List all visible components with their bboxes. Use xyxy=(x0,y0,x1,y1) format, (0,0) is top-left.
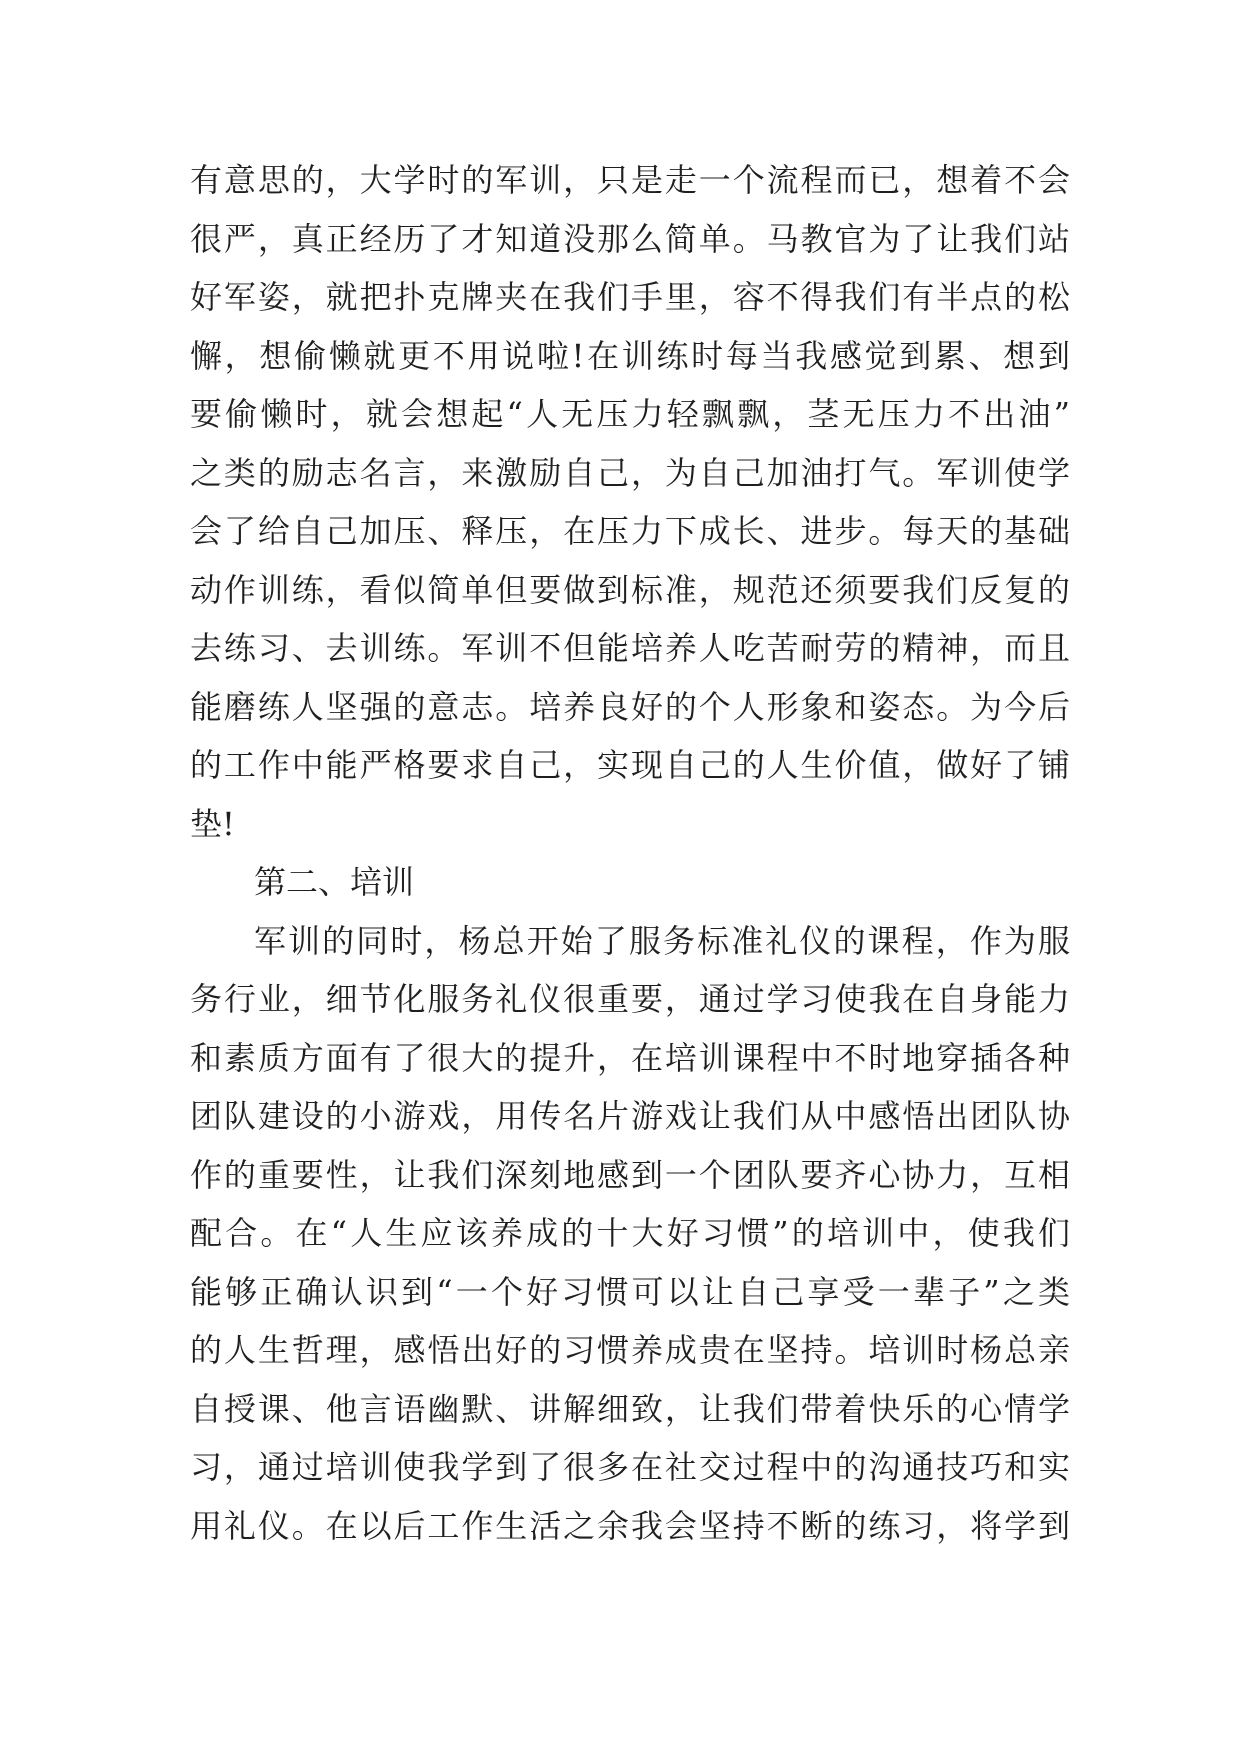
paragraph-line: 懈，想偷懒就更不用说啦!在训练时每当我感觉到累、想到 xyxy=(190,336,1070,375)
paragraph-line: 作的重要性，让我们深刻地感到一个团队要齐心协力，互相 xyxy=(190,1155,1070,1194)
paragraph-line: 能磨练人坚强的意志。培养良好的个人形象和姿态。为今后 xyxy=(190,687,1070,726)
document-body xyxy=(190,151,1070,1555)
paragraph-line: 会了给自己加压、释压，在压力下成长、进步。每天的基础 xyxy=(190,512,1070,550)
paragraph-line: 垫! xyxy=(190,804,235,843)
paragraph-line: 很严，真正经历了才知道没那么简单。马教官为了让我们站 xyxy=(190,219,1070,258)
section-heading: 第二、培训 xyxy=(254,863,415,901)
paragraph-line: 配合。在“人生应该养成的十大好习惯”的培训中，使我们 xyxy=(190,1214,1070,1252)
paragraph-line: 好军姿，就把扑克牌夹在我们手里，容不得我们有半点的松 xyxy=(190,278,1070,316)
paragraph-line: 之类的励志名言，来激励自己，为自己加油打气。军训使学 xyxy=(190,453,1070,492)
paragraph-line: 自授课、他言语幽默、讲解细致，让我们带着快乐的心情学 xyxy=(190,1389,1070,1428)
paragraph-line: 务行业，细节化服务礼仪很重要，通过学习使我在自身能力 xyxy=(190,980,1070,1018)
paragraph-line: 团队建设的小游戏，用传名片游戏让我们从中感悟出团队协 xyxy=(190,1097,1070,1135)
paragraph-line: 军训的同时，杨总开始了服务标准礼仪的课程，作为服 xyxy=(254,921,1070,960)
paragraph-line: 能够正确认识到“一个好习惯可以让自己享受一辈子”之类 xyxy=(190,1272,1070,1311)
paragraph-line: 动作训练，看似简单但要做到标准，规范还须要我们反复的 xyxy=(190,570,1070,609)
paragraph-line: 用礼仪。在以后工作生活之余我会坚持不断的练习，将学到 xyxy=(190,1506,1070,1545)
paragraph-line: 去练习、去训练。军训不但能培养人吃苦耐劳的精神，而且 xyxy=(190,629,1070,667)
paragraph-line: 要偷懒时，就会想起“人无压力轻飘飘，茎无压力不出油” xyxy=(190,395,1070,433)
paragraph-line: 和素质方面有了很大的提升，在培训课程中不时地穿插各种 xyxy=(190,1038,1070,1077)
paragraph-line: 的人生哲理，感悟出好的习惯养成贵在坚持。培训时杨总亲 xyxy=(190,1331,1070,1369)
paragraph-line: 有意思的，大学时的军训，只是走一个流程而已，想着不会 xyxy=(190,161,1070,199)
paragraph-line: 的工作中能严格要求自己，实现自己的人生价值，做好了铺 xyxy=(190,746,1070,784)
paragraph-line: 习，通过培训使我学到了很多在社交过程中的沟通技巧和实 xyxy=(190,1448,1070,1486)
